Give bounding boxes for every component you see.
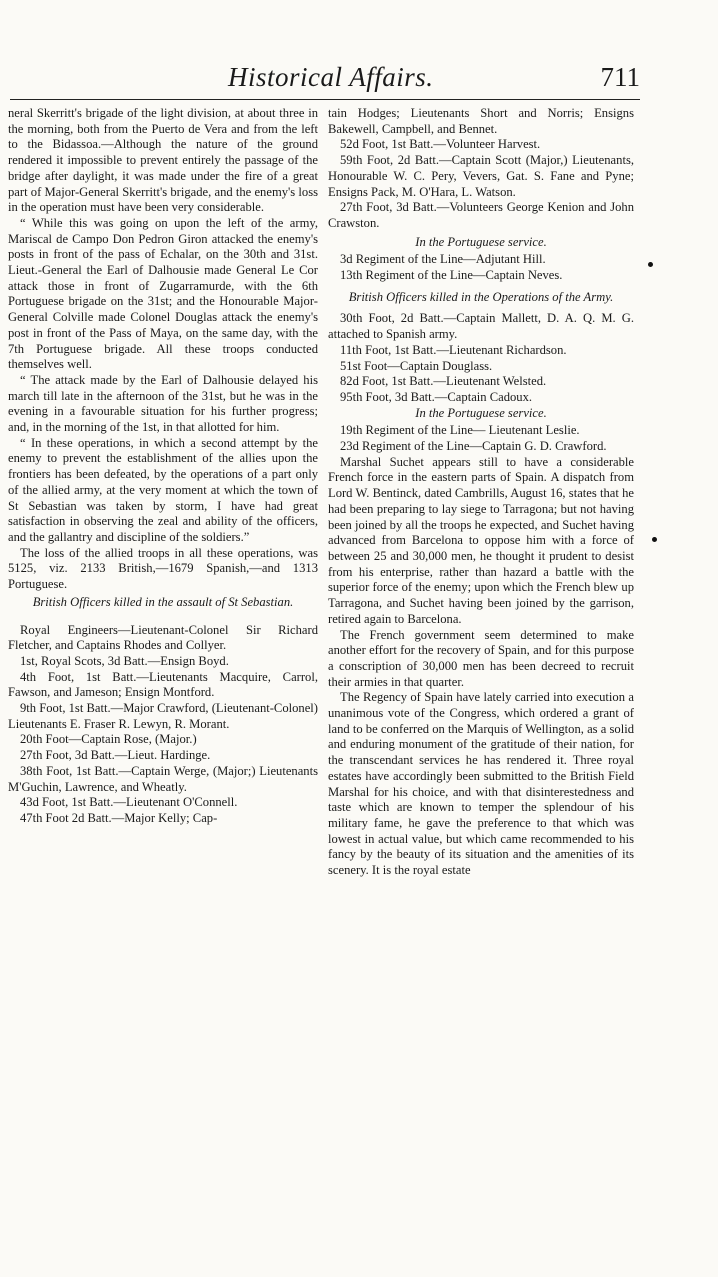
officer-entry: 4th Foot, 1st Batt.—Lieutenants Macquire, Carrol, Fawson, and Jameson; Ensign Montford.: [8, 669, 318, 700]
paragraph: Marshal Suchet appears still to have a considerable French force in the eastern parts of Spain. A dispatch from Lord W. Bentinck, dated Cambrills, August 16, states that he had been preparing to lay siege to Tarragona; but not having been joined by all the troops he expected, and Suchet having advanced from Barcelona to oppose him with a force of between 25 and 30,000 men, he thought it prudent to desist from his enterprise, rather than hazard a battle with the superior force of the enemy; upon which the French blew up Tarragona, and Suchet having been joined by the garrison, retired again to Barcelona.: [328, 454, 634, 626]
officer-entry: 82d Foot, 1st Batt.—Lieutenant Welsted.: [340, 374, 547, 389]
officer-entry: Royal Engineers—Lieutenant-Colonel Sir Richard Fletcher, and Captains Rhodes and Collyer.: [8, 622, 318, 653]
officer-entry: 51st Foot—Captain Douglass.: [340, 358, 493, 373]
left-column: [8, 106, 318, 827]
officer-entry: tain Hodges; Lieutenants Short and Norris; Ensigns Bakewell, Campbell, and Bennet.: [328, 106, 634, 136]
officer-entry: 59th Foot, 2d Batt.—Captain Scott (Major,) Lieutenants, Honourable W. C. Pery, Vevers, Gat. S. Fane and Pyne; Ensigns Pack, M. O'Hara, L. Watson.: [328, 153, 634, 199]
officer-entry: 9th Foot, 1st Batt.—Major Crawford, (Lieutenant-Colonel) Lieutenants E. Fraser R. Lewyn, R. Morant.: [8, 701, 319, 731]
subheading-portuguese: In the Portuguese service.: [415, 234, 547, 249]
officer-entry: 27th Foot, 3d Batt.—Lieut. Hardinge.: [20, 748, 211, 763]
officer-entry: 27th Foot, 3d Batt.—Volunteers George Kenion and John Crawston.: [328, 200, 634, 230]
officer-entry: 23d Regiment of the Line—Captain G. D. Crawford.: [340, 439, 607, 454]
officer-entry: 20th Foot—Captain Rose, (Major.): [20, 732, 197, 747]
paragraph: “ In these operations, in which a second attempt by the enemy to prevent the establishment of the allies upon the frontiers has been defeated, by the operations of a part only of the allied army, at the very moment at which the town of St Sebastian was taken by storm, I have had great satisfaction in observing the zeal and ability of the officers, and the gallantry and discipline of the soldiers.”: [8, 435, 318, 544]
page-header: [10, 62, 640, 102]
officer-entry: 13th Regiment of the Line—Captain Neves.: [340, 268, 563, 283]
officer-entry: 3d Regiment of the Line—Adjutant Hill.: [340, 252, 546, 267]
page-number: 711: [600, 62, 640, 92]
paragraph: The loss of the allied troops in all these operations, was 5125, viz. 2133 British,—1679 Spanish,—and 1313 Portuguese.: [8, 545, 318, 592]
officer-entry: 95th Foot, 3d Batt.—Captain Cadoux.: [340, 389, 533, 404]
officer-entry: 38th Foot, 1st Batt.—Captain Werge, (Major;) Lieutenants M'Guchin, Lawrence, and Wheatly.: [8, 763, 318, 794]
officer-entry: 47th Foot 2d Batt.—Major Kelly; Cap-: [20, 810, 218, 825]
ink-speck: [652, 537, 657, 542]
section-heading: British Officers killed in the assault of St Sebastian.: [32, 594, 294, 609]
officer-entry: 19th Regiment of the Line— Lieutenant Leslie.: [340, 423, 580, 438]
ink-speck: [648, 262, 653, 267]
paragraph: The Regency of Spain have lately carried into execution a unanimous vote of the Congress, which ordered a grant of land to be conferred on the Marquis of Wellington, as a solid and enduring monument of the gratitude of their nation, for the transcendant services he has rendered it. Three royal estates have accordingly been submitted to the British Field Marshal for his choice, and with that disinterestedness and taste which are known to temper the splendour of his military fame, he gave the preference to that which was lowest in actual value, but which came recommended to his fancy by the beauty of its situation and the amenities of its scenery. It is the royal estate: [328, 690, 634, 878]
officer-entry: 30th Foot, 2d Batt.—Captain Mallett, D. A. Q. M. G. attached to Spanish army.: [328, 311, 634, 342]
officer-entry: 52d Foot, 1st Batt.—Volunteer Harvest.: [340, 137, 541, 152]
subheading-portuguese: In the Portuguese service.: [415, 405, 547, 420]
paragraph: neral Skerritt's brigade of the light division, at about three in the morning, both from the Puerto de Vera and from the left to the Bidassoa.—Although the nature of the ground rendered it impossible to prevent entirely the passage of the bridge after daylight, it was made under the fire of a great part of Major-General Skerritt's brigade, and the enemy's loss in the operation must have been very considerable.: [8, 106, 318, 215]
paragraph: The French government seem determined to make another effort for the recovery of Spain, and for this purpose a conscription of 30,000 men has been decreed to recruit their armies in that quarter.: [328, 627, 634, 689]
header-rule: [10, 99, 640, 100]
section-heading: British Officers killed in the Operations of the Army.: [348, 289, 614, 304]
right-column: [328, 106, 634, 879]
paragraph: “ While this was going on upon the left of the army, Mariscal de Campo Don Pedron Giron attacked the enemy's posts in front of the pass of Echalar, on the 30th and 31st. Lieut.-General the Earl of Dalhousie made General Le Cor attack those in front of Zugarramurde, with the 6th Portuguese brigade on the 31st; and the Honourable Major-General Colville made Colonel Douglas attack the enemy's post in front of the Pass of Maya, on the same day, with the 7th Portuguese brigade. All these troops conducted themselves well.: [8, 215, 318, 372]
officer-entry: 11th Foot, 1st Batt.—Lieutenant Richardson.: [340, 342, 567, 357]
officer-entry: 43d Foot, 1st Batt.—Lieutenant O'Connell.: [20, 795, 238, 810]
running-title: Historical Affairs.: [228, 62, 434, 92]
officer-entry: 1st, Royal Scots, 3d Batt.—Ensign Boyd.: [20, 653, 229, 668]
paragraph: “ The attack made by the Earl of Dalhousie delayed his march till late in the afternoon of the 31st, but he was in the evening in a favourable situation for his further progress; and, in the morning of the 1st, in that allotted for him.: [8, 372, 318, 435]
